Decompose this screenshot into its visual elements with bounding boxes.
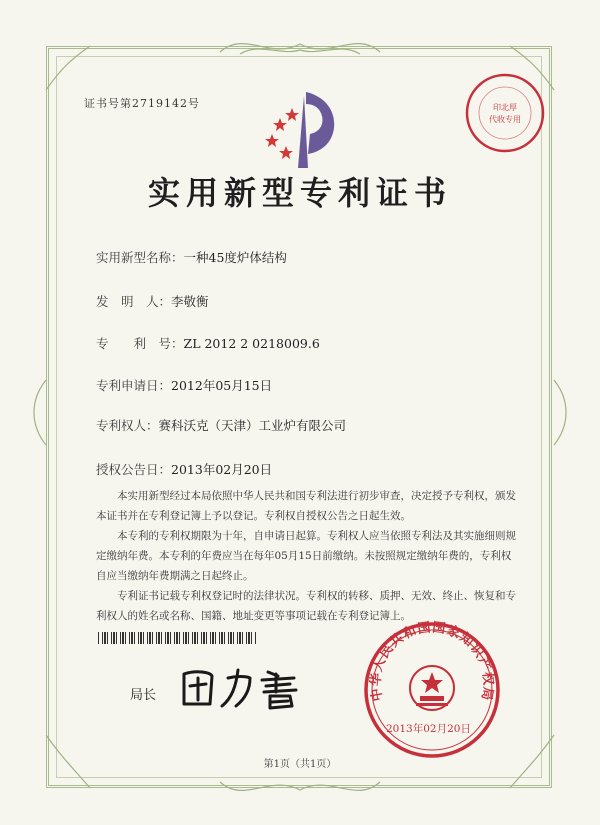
body-paragraph-2: 本专利的专利权期限为十年，自申请日起算。专利权人应当依照专利法及其实施细则规定缴纳年费。本专利的年费应当在每年05月15日前缴纳。未按照规定缴纳年费的，专利权自应当缴纳年费期满之日起终止。 bbox=[96, 530, 516, 582]
director-label: 局长 bbox=[130, 688, 157, 703]
utility-model-name-label: 实用新型名称： bbox=[96, 250, 184, 265]
body-paragraph-1: 本实用新型经过本局依照中华人民共和国专利法进行初步审查，决定授予专利权，颁发本证书并在专利登记簿上予以登记。专利权自授权公告之日起生效。 bbox=[96, 490, 516, 522]
patentee-value: 赛科沃克（天津）工业炉有限公司 bbox=[158, 418, 347, 433]
svg-text:印北厚: 印北厚 bbox=[493, 103, 517, 112]
cnipa-official-seal bbox=[362, 620, 502, 760]
filing-date-value: 2012年05月15日 bbox=[171, 378, 273, 393]
inventor-label: 发 明 人： bbox=[96, 294, 172, 309]
director-signature bbox=[176, 664, 306, 710]
seal-date: 2013年02月20日 bbox=[386, 723, 471, 735]
patentee-label: 专利权人： bbox=[96, 418, 159, 433]
page-footer: 第1页（共1页） bbox=[263, 759, 337, 770]
svg-text:代收专用: 代收专用 bbox=[489, 115, 521, 124]
body-paragraph-3: 专利证书记载专利权登记时的法律状况。专利权的转移、质押、无效、终止、恢复和专利权人的姓名或名称、国籍、地址变更等事项记载在专利登记簿上。 bbox=[96, 590, 516, 622]
cnipa-logo-icon bbox=[258, 88, 348, 173]
filing-date-label: 专利申请日： bbox=[96, 378, 172, 393]
patent-number-value: ZL 2012 2 0218009.6 bbox=[183, 336, 320, 351]
utility-model-name-row bbox=[96, 248, 287, 266]
certificate-number: 证书号第2719142号 bbox=[84, 97, 200, 110]
certificate-title: 实用新型专利证书 bbox=[147, 174, 452, 212]
patentee-row bbox=[96, 416, 346, 434]
filing-date-row bbox=[96, 376, 272, 394]
svg-text:中华人民共和国国家知识产权局: 中华人民共和国国家知识产权局 bbox=[368, 620, 496, 703]
patent-number-label: 专 利 号： bbox=[96, 336, 184, 351]
agency-seal bbox=[462, 70, 548, 156]
grant-date-value: 2013年02月20日 bbox=[171, 462, 273, 477]
utility-model-name-value: 一种45度炉体结构 bbox=[183, 250, 287, 265]
barcode bbox=[98, 632, 258, 644]
inventor-row bbox=[96, 292, 209, 310]
inventor-value: 李敬衡 bbox=[171, 294, 209, 309]
grant-date-row bbox=[96, 460, 272, 478]
patent-number-row bbox=[96, 334, 320, 352]
grant-date-label: 授权公告日： bbox=[96, 462, 172, 477]
